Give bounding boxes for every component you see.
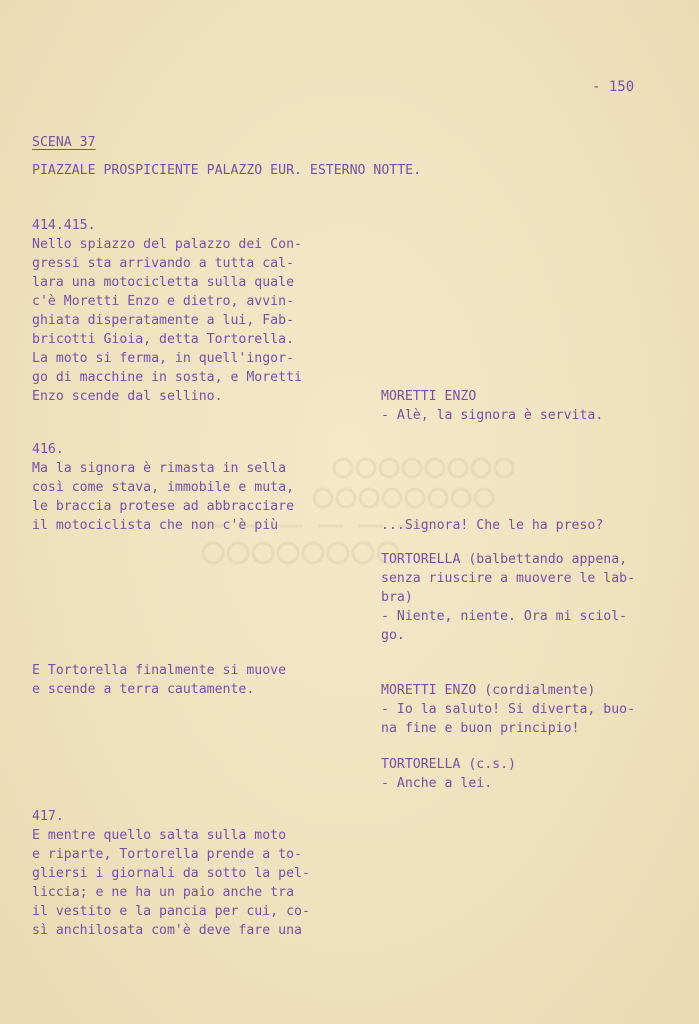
- action-line: le braccia protese ad abbracciare: [32, 499, 295, 514]
- action-line: il vestito e la pancia per cui, co-: [32, 904, 310, 919]
- dialogue-line: - Anche a lei.: [381, 776, 493, 791]
- dialogue-line: - Io la saluto! Si diverta, buo-: [381, 702, 636, 717]
- action-line: così come stava, immobile e muta,: [32, 480, 295, 495]
- dialogue-line: - Niente, niente. Ora mi sciol-: [381, 609, 628, 624]
- speaker-name: MORETTI ENZO: [381, 389, 477, 404]
- dialogue-line: TORTORELLA (c.s.): [381, 757, 516, 772]
- shot-number: 417.: [32, 809, 64, 824]
- action-line: e riparte, Tortorella prende a to-: [32, 847, 302, 862]
- dialogue-moretti-2: [381, 516, 681, 535]
- action-line: ghiata disperatamente a lui, Fab-: [32, 313, 295, 328]
- dialogue-tortorella-2: [381, 755, 681, 793]
- dialogue-line: TORTORELLA (balbettando appena,: [381, 552, 628, 567]
- dialogue-moretti-3: [381, 681, 681, 738]
- action-line: gressi sta arrivando a tutta cal-: [32, 256, 295, 271]
- action-line: Enzo scende dal sellino.: [32, 389, 223, 404]
- action-line: Ma la signora è rimasta in sella: [32, 461, 287, 476]
- action-line: gliersi i giornali da sotto la pel-: [32, 866, 310, 881]
- dialogue-line: MORETTI ENZO (cordialmente): [381, 683, 596, 698]
- dialogue-line: - Alè, la signora è servita.: [381, 408, 604, 423]
- dialogue-line: senza riuscire a muovere le lab-: [381, 571, 636, 586]
- dialogue-tortorella-1: [381, 550, 681, 645]
- action-line: liccia; e ne ha un paio anche tra: [32, 885, 295, 900]
- dialogue-moretti-1: [381, 387, 681, 425]
- shot-number: 416.: [32, 442, 64, 457]
- scene-title: SCENA 37: [32, 135, 96, 150]
- dialogue-line: bra): [381, 590, 413, 605]
- scene-location: PIAZZALE PROSPICIENTE PALAZZO EUR. ESTERNO NOTTE.: [32, 163, 422, 178]
- shot-number: 414.415.: [32, 218, 96, 233]
- page-number: - 150: [592, 79, 635, 95]
- shot-414-415: [32, 216, 372, 406]
- dialogue-line: na fine e buon principio!: [381, 721, 580, 736]
- action-line: e scende a terra cautamente.: [32, 682, 255, 697]
- action-line: c'è Moretti Enzo e dietro, avvin-: [32, 294, 295, 309]
- action-line: bricotti Gioia, detta Tortorella.: [32, 332, 295, 347]
- action-line: go di macchine in sosta, e Moretti: [32, 370, 302, 385]
- action-line: sì anchilosata com'è deve fare una: [32, 923, 302, 938]
- action-line: Nello spiazzo del palazzo dei Con-: [32, 237, 302, 252]
- shot-417: [32, 807, 372, 940]
- action-tortorella-moves: [32, 661, 372, 699]
- action-line: E Tortorella finalmente si muove: [32, 663, 287, 678]
- shot-416: [32, 440, 372, 535]
- action-line: lara una motocicletta sulla quale: [32, 275, 295, 290]
- dialogue-line: go.: [381, 628, 405, 643]
- dialogue-line: ...Signora! Che le ha preso?: [381, 518, 604, 533]
- action-line: il motociclista che non c'è più: [32, 518, 279, 533]
- action-line: E mentre quello salta sulla moto: [32, 828, 287, 843]
- action-line: La moto si ferma, in quell'ingor-: [32, 351, 295, 366]
